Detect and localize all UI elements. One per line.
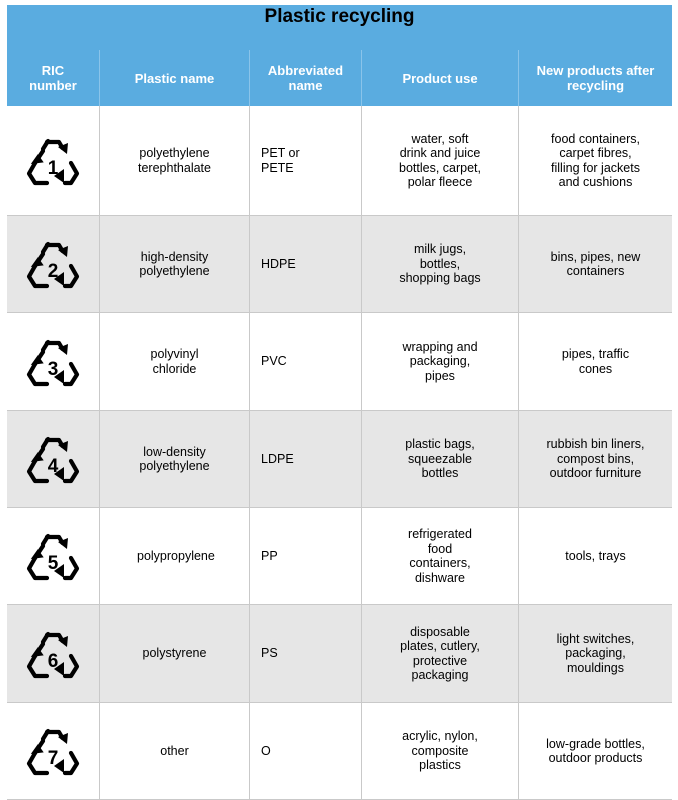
table-row — [7, 508, 672, 605]
table-row — [7, 605, 672, 703]
table-row — [7, 313, 672, 411]
ric-number: 4 — [47, 456, 59, 477]
plastic-name-cell: polystyrene — [100, 605, 250, 703]
product-use-cell: wrapping and packaging, pipes — [362, 313, 519, 411]
product-use-cell: refrigerated food containers, dishware — [362, 508, 519, 605]
table-row — [7, 411, 672, 508]
table-row — [7, 216, 672, 313]
header-row — [7, 50, 672, 106]
new-products-cell: rubbish bin liners, compost bins, outdoor furniture — [519, 411, 672, 508]
new-products-cell: low-grade bottles, outdoor products — [519, 703, 672, 800]
abbreviated-name-cell: O — [250, 703, 362, 800]
product-use-cell: plastic bags, squeezable bottles — [362, 411, 519, 508]
table-title: Plastic recycling — [7, 5, 672, 50]
header-ric: RIC number — [7, 50, 100, 106]
recycle-triangle-icon — [25, 626, 81, 682]
ric-cell — [7, 703, 100, 800]
plastic-name-cell: polypropylene — [100, 508, 250, 605]
ric-cell — [7, 411, 100, 508]
ric-number: 1 — [47, 157, 59, 179]
recycling-table-container — [7, 5, 672, 797]
abbreviated-name-cell: HDPE — [250, 216, 362, 313]
plastic-name-cell: other — [100, 703, 250, 800]
ric-cell — [7, 313, 100, 411]
header-product-use: Product use — [362, 50, 519, 106]
product-use-cell: milk jugs, bottles, shopping bags — [362, 216, 519, 313]
new-products-cell: tools, trays — [519, 508, 672, 605]
ric-cell — [7, 605, 100, 703]
header-abbreviated-name: Abbreviated name — [250, 50, 362, 106]
new-products-cell: light switches, packaging, mouldings — [519, 605, 672, 703]
plastic-name-cell: polyvinyl chloride — [100, 313, 250, 411]
abbreviated-name-cell: PS — [250, 605, 362, 703]
ric-number: 6 — [47, 650, 59, 672]
product-use-cell: disposable plates, cutlery, protective packaging — [362, 605, 519, 703]
ric-cell — [7, 508, 100, 605]
plastic-name-cell: polyethylene terephthalate — [100, 106, 250, 216]
abbreviated-name-cell: LDPE — [250, 411, 362, 508]
new-products-cell: bins, pipes, new containers — [519, 216, 672, 313]
ric-number: 2 — [47, 261, 59, 282]
product-use-cell: water, soft drink and juice bottles, carpet, polar fleece — [362, 106, 519, 216]
recycle-triangle-icon — [25, 723, 81, 779]
table-row — [7, 703, 672, 800]
recycle-triangle-icon — [25, 528, 81, 584]
recycle-triangle-icon — [25, 133, 81, 189]
plastic-recycling-table — [7, 50, 672, 800]
abbreviated-name-cell: PVC — [250, 313, 362, 411]
abbreviated-name-cell: PP — [250, 508, 362, 605]
ric-number: 5 — [47, 553, 59, 574]
recycle-triangle-icon — [25, 334, 81, 390]
ric-number: 3 — [47, 358, 59, 380]
plastic-name-cell: high-density polyethylene — [100, 216, 250, 313]
recycle-triangle-icon — [25, 431, 81, 487]
ric-number: 7 — [47, 748, 59, 769]
header-new-products: New products after recycling — [519, 50, 672, 106]
recycle-triangle-icon — [25, 236, 81, 292]
new-products-cell: pipes, traffic cones — [519, 313, 672, 411]
new-products-cell: food containers, carpet fibres, filling for jackets and cushions — [519, 106, 672, 216]
abbreviated-name-cell: PET or PETE — [250, 106, 362, 216]
ric-cell — [7, 106, 100, 216]
plastic-name-cell: low-density polyethylene — [100, 411, 250, 508]
table-row — [7, 106, 672, 216]
product-use-cell: acrylic, nylon, composite plastics — [362, 703, 519, 800]
header-plastic-name: Plastic name — [100, 50, 250, 106]
ric-cell — [7, 216, 100, 313]
